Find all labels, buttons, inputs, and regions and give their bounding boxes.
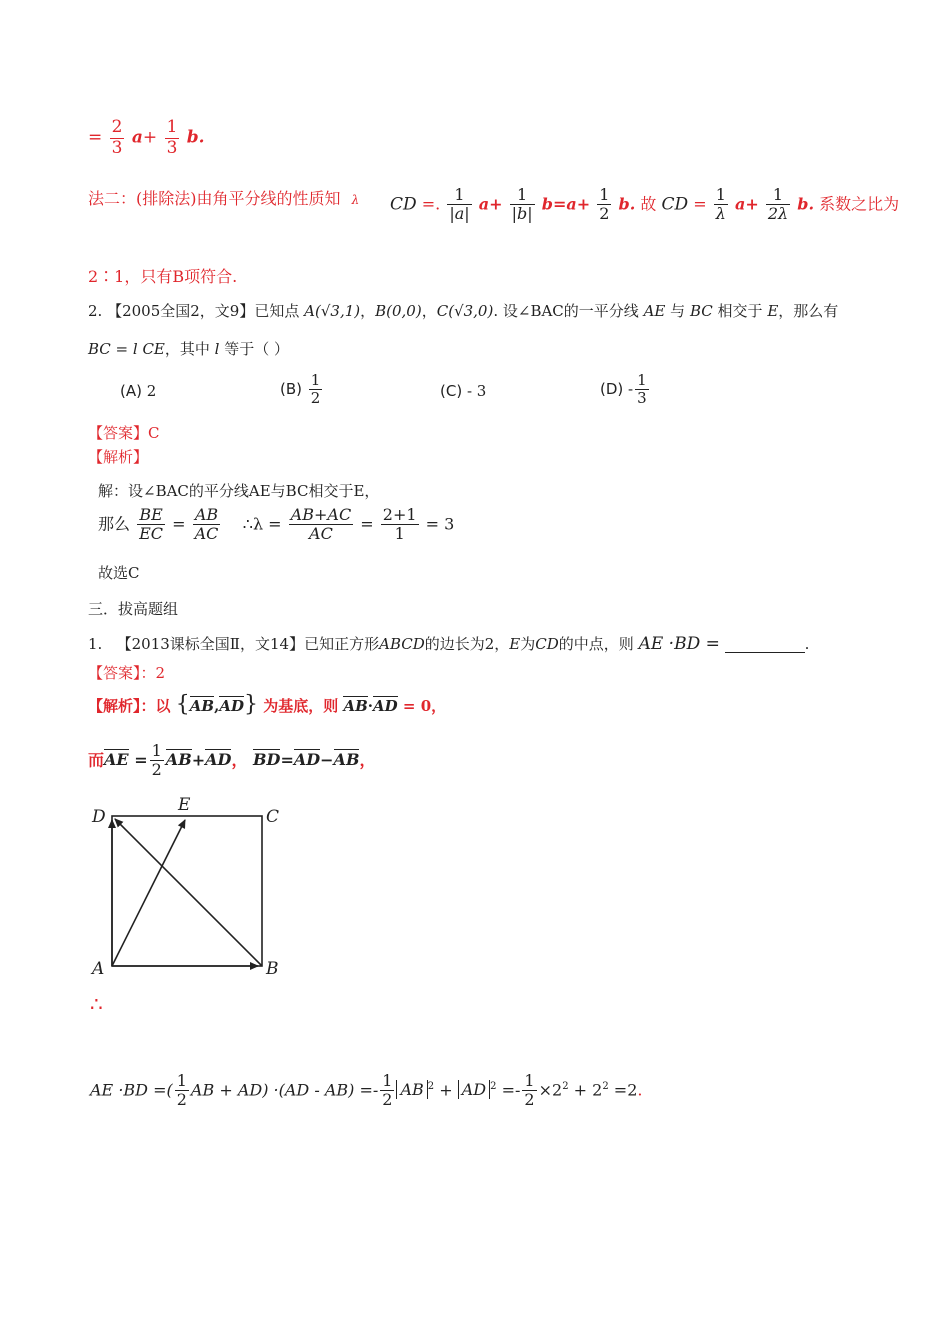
minus: − (320, 750, 334, 770)
fraction-two-thirds: $\frac{2}{3}$ (111, 117, 123, 158)
period: . (804, 635, 810, 653)
fraction-half-3: $\frac{1}{2}$ (524, 1071, 535, 1110)
power: 2 (562, 1081, 569, 1093)
vector-ab: AB (333, 750, 360, 770)
q3-answer: 【答案】：2 (88, 664, 166, 682)
equals-sign-2: = (693, 194, 707, 214)
q3-analysis-line2: 而AE = $\frac{1}{2}$ AB+AD， BD=AD−AB， (88, 741, 376, 780)
brace-open: { (175, 692, 190, 717)
dot-result: = 0， (402, 697, 447, 715)
sep: ， (421, 302, 437, 320)
result: = 3 (425, 514, 455, 534)
question-2-line2 (88, 338, 289, 359)
q3-analysis-line1 (88, 692, 446, 717)
q2-solution-3: 故选C (98, 564, 140, 582)
vector-ad: AD (373, 697, 398, 715)
sol2-prefix: 那么 (98, 514, 131, 534)
final-mid: AB + AD) ·(AD - AB) =- (190, 1080, 379, 1100)
option-d (600, 372, 651, 408)
final-result: =2 (608, 1080, 638, 1100)
option-c-value: - 3 (466, 382, 487, 400)
section-3-title: 三．拔高题组 (88, 600, 179, 618)
question-3-line1 (88, 633, 809, 654)
dot-product-expr: AE ·BD = (638, 634, 720, 654)
q3-text4: 的中点，则 (558, 635, 634, 653)
vector-ae-arrow (112, 820, 185, 966)
question-number: 1. (88, 635, 103, 653)
point-c: C(√3,0) (436, 302, 494, 320)
q2-analysis-label: 【解析】 (88, 448, 149, 466)
q2-line2c: 等于（ ） (224, 340, 290, 358)
q3-text1: 已知正方形 (304, 635, 380, 653)
lambda-symbol: λ (351, 193, 360, 207)
final-left: AE ·BD =( (90, 1080, 173, 1100)
option-d-fraction: $\frac{1}{3}$ (637, 371, 647, 408)
question-2-line1 (88, 300, 838, 321)
brace-close: } (243, 692, 258, 717)
vector-ad: AD (293, 750, 321, 770)
q2-text1: 已知点 (254, 302, 300, 320)
comma: , (214, 697, 220, 715)
analysis-text1: 以 (155, 697, 171, 715)
vector-ab: AB (343, 697, 368, 715)
plus-two: + 2 (568, 1080, 603, 1100)
term-b-end: b. (618, 194, 636, 214)
vector-a: a (131, 127, 143, 148)
fraction-one-third: $\frac{1}{3}$ (166, 117, 178, 158)
fraction-ab-ac: $\frac{AB}{AC}$ (194, 505, 219, 544)
q2-solution-1: 解：设∠BAC的平分线AE与BC相交于E， (98, 482, 380, 500)
plus-sign: + (142, 127, 158, 148)
segment-bc: BC (689, 302, 713, 320)
vector-b: b. (186, 127, 205, 148)
analysis-label: 【解析】： (88, 697, 156, 715)
er-word: 而 (88, 750, 105, 770)
equals-sign: = (88, 127, 103, 148)
square-abcd: ABCD (379, 635, 425, 653)
option-d-sign: - (628, 379, 634, 398)
power: 2 (602, 1081, 609, 1093)
fraction-be-ec: $\frac{BE}{EC}$ (139, 505, 164, 544)
comma: ， (359, 750, 376, 770)
term-a: a+ (478, 194, 503, 214)
method2-suffix: 系数之比为 (819, 194, 900, 214)
final-computation (90, 1072, 642, 1110)
answer-blank[interactable] (725, 638, 805, 653)
vector-bd-arrow (115, 819, 262, 966)
point-b: B(0,0) (375, 302, 422, 320)
therefore-lambda: ∴λ = (242, 514, 282, 534)
q2-line2b: ，其中 (164, 340, 210, 358)
square-exp: 2 (427, 1081, 435, 1093)
norm-ad: AD (458, 1080, 490, 1099)
equals-sign: = (360, 514, 374, 534)
q2-solution-2 (98, 506, 454, 544)
option-a (120, 382, 156, 400)
var-l: l (214, 340, 220, 358)
question-source: 【2005全国2，文9】 (107, 302, 255, 320)
option-b-fraction: $\frac{1}{2}$ (310, 371, 321, 408)
q3-text2: 的边长为2， (424, 635, 510, 653)
point-e: E (767, 302, 779, 320)
equals-minus: =- (501, 1080, 521, 1100)
therefore-symbol: ∴ (90, 992, 103, 1016)
comma: ， (231, 750, 248, 770)
method2-formula (390, 186, 899, 224)
cd-vector-2: CD (661, 194, 689, 215)
label-b: B (266, 959, 279, 979)
label-d: D (92, 807, 106, 827)
fraction-2-plus-1: $\frac{2+1}{1}$ (382, 505, 417, 544)
fraction-1-over-lambda: $\frac{1}{\lambda}$ (715, 185, 726, 224)
vector-bd: BD (253, 750, 281, 770)
vector-ad: AD (219, 697, 244, 715)
square-figure (86, 790, 286, 980)
fraction-1-over-abs-b: $\frac{1}{|b|}$ (511, 185, 533, 224)
q2-text3: 与 (670, 302, 686, 320)
period: . (637, 1080, 643, 1100)
fraction-ab-plus-ac: $\frac{AB+AC}{AC}$ (290, 505, 352, 544)
bc-eq-l-ce: BC = l CE (88, 340, 165, 358)
q2-text4: 相交于 (717, 302, 763, 320)
plus: + (439, 1080, 453, 1100)
times-two: ×2 (538, 1080, 563, 1100)
option-c-label: (C) (440, 382, 463, 400)
plus: + (191, 750, 206, 770)
vector-ab: AB (189, 697, 215, 715)
cd-vector-1: CD (390, 194, 417, 215)
therefore-word: 故 (640, 194, 657, 214)
option-d-label: (D) (600, 379, 624, 398)
point-e: E (509, 635, 521, 653)
segment-ae: AE (643, 302, 666, 320)
vector-ad: AD (205, 750, 232, 770)
option-c (440, 382, 486, 400)
point-a: A(√3,1) (304, 302, 361, 320)
norm-ab: AB (396, 1080, 427, 1099)
analysis-text2: 为基底，则 (263, 697, 339, 715)
method2-conclusion: 2∶1，只有B项符合. (88, 267, 238, 286)
fraction-half: $\frac{1}{2}$ (151, 741, 162, 780)
question-number: 2. (88, 302, 103, 320)
option-b-label: (B) (280, 379, 302, 398)
option-b (280, 372, 324, 408)
q2-answer: 【答案】C (88, 424, 160, 442)
label-c: C (266, 807, 280, 827)
method2-prefix: 法二：(排除法)由角平分线的性质知 (88, 189, 341, 208)
q2-text5: ，那么有 (778, 302, 839, 320)
vector-ab: AB (165, 750, 192, 770)
dot: · (367, 697, 374, 715)
term-b-3: b. (797, 194, 815, 214)
equals-sign: = (172, 514, 186, 534)
vector-ae: AE (104, 750, 129, 770)
square-exp: 2 (490, 1081, 497, 1093)
option-a-value: 2 (146, 382, 157, 400)
equals-sign: =. (421, 194, 441, 214)
fraction-half-1: $\frac{1}{2}$ (176, 1071, 187, 1110)
term-a-2: a+ (734, 194, 759, 214)
fraction-half-2: $\frac{1}{2}$ (382, 1071, 393, 1110)
q2-text2: . 设∠BAC的一平分线 (493, 302, 639, 320)
sep: ， (360, 302, 376, 320)
method2-line (88, 186, 359, 209)
fraction-1-over-2lambda: $\frac{1}{2\lambda}$ (767, 185, 789, 224)
question-source: 【2013课标全国Ⅱ，文14】 (116, 635, 305, 653)
fraction-half: $\frac{1}{2}$ (599, 185, 610, 224)
term-b-eq: b=a+ (541, 194, 591, 214)
line1-formula (88, 118, 205, 158)
option-a-label: (A) (120, 382, 142, 400)
fraction-1-over-abs-a: $\frac{1}{|a|}$ (449, 185, 470, 224)
segment-cd: CD (535, 635, 559, 653)
label-a: A (92, 959, 105, 979)
label-e: E (178, 795, 191, 815)
equals: = (280, 750, 294, 770)
q3-text3: 为 (520, 635, 536, 653)
